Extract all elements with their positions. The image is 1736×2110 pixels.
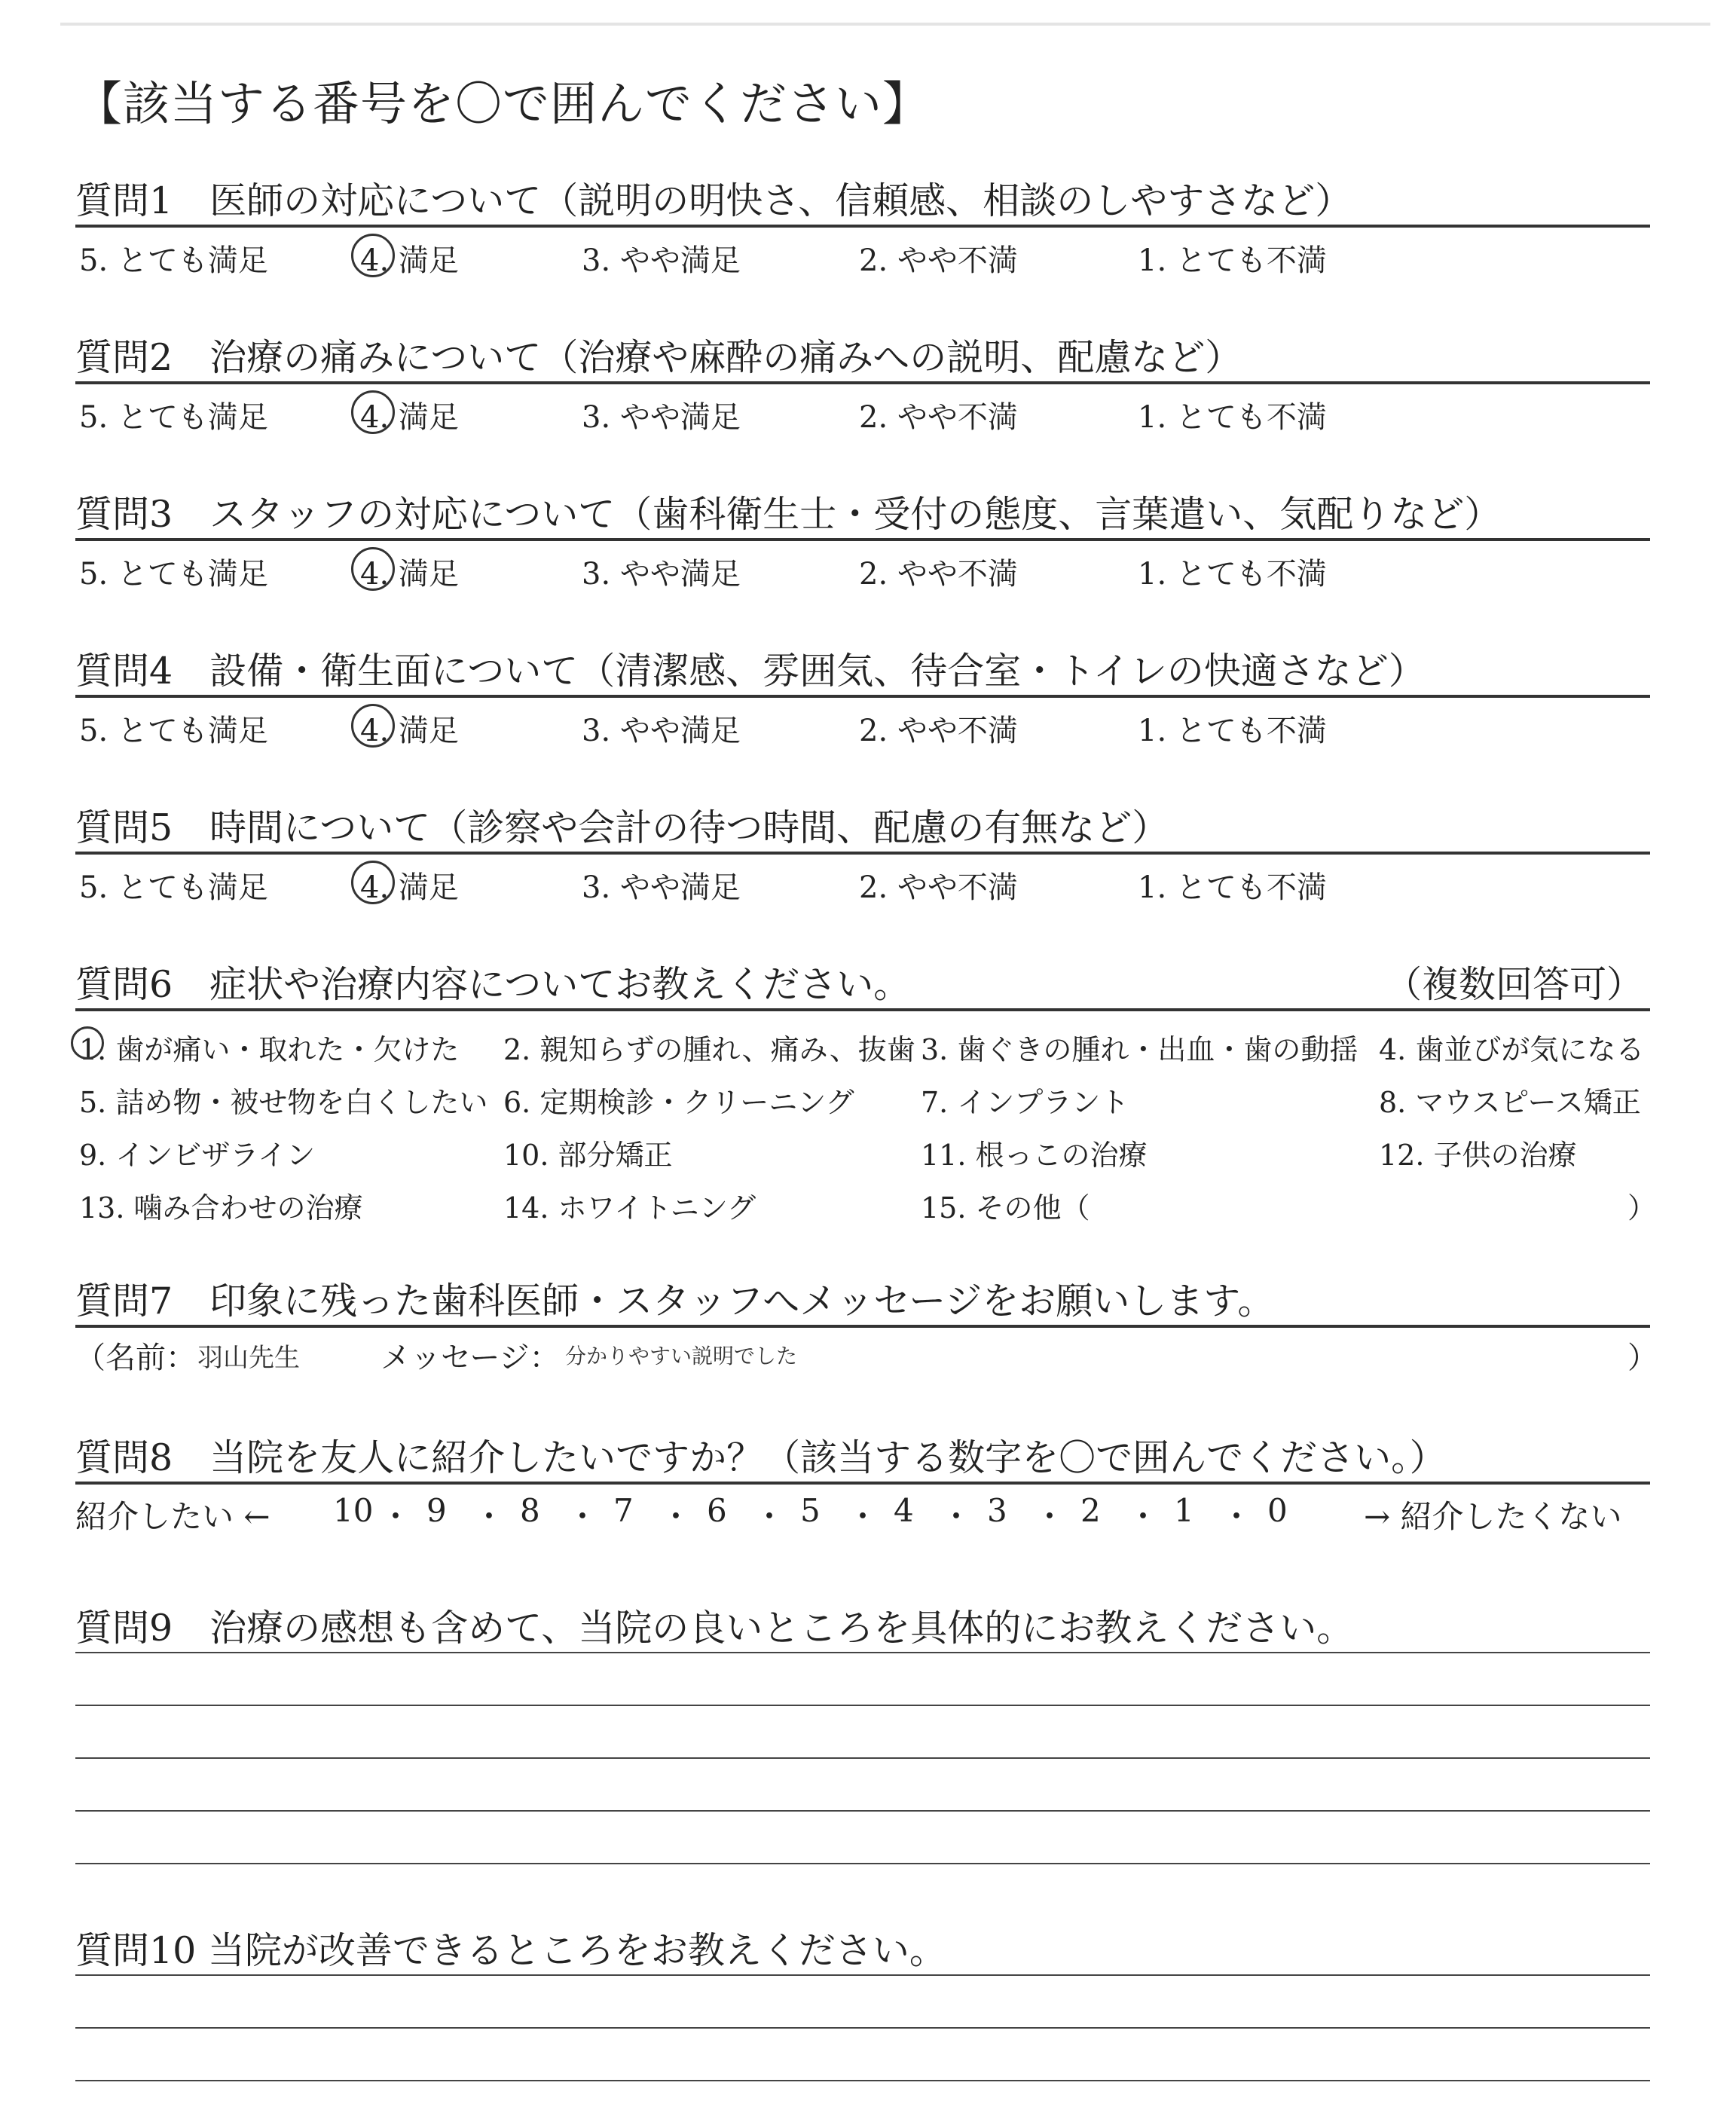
q3-option-1[interactable]: 1. とても不満: [1138, 557, 1327, 592]
q6-rule: [75, 1008, 1650, 1011]
q8-title: 質問8 当院を友人に紹介したいですか？（該当する数字を〇で囲んでください。）: [75, 1436, 1447, 1479]
q7-rule: [75, 1325, 1650, 1328]
q8-scale-6[interactable]: 6: [707, 1492, 727, 1529]
q5-title: 質問5 時間について（診察や会計の待つ時間、配慮の有無など）: [75, 806, 1169, 849]
q10-title: 質問10 当院が改善できるところをお教えください。: [75, 1929, 946, 1972]
q6-option-12[interactable]: 12. 子供の治療: [1379, 1139, 1577, 1172]
q3-selected-circle: [351, 547, 395, 591]
q2-option-3[interactable]: 3. やや満足: [582, 400, 741, 435]
q8-scale-separator: ・: [1034, 1498, 1066, 1535]
q6-note: （複数回答可）: [1385, 963, 1644, 1006]
q5-option-3[interactable]: 3. やや満足: [582, 870, 741, 905]
q4-option-1[interactable]: 1. とても不満: [1138, 714, 1327, 748]
q8-scale-10[interactable]: 10: [333, 1492, 374, 1529]
q1-option-2[interactable]: 2. やや不満: [859, 243, 1018, 278]
q8-scale-3[interactable]: 3: [987, 1492, 1007, 1529]
q8-scale-separator: ・: [940, 1498, 973, 1535]
q1-option-1[interactable]: 1. とても不満: [1138, 243, 1327, 278]
q2-selected-circle: [351, 390, 395, 434]
q4-title: 質問4 設備・衛生面について（清潔感、雰囲気、待合室・トイレの快適さなど）: [75, 650, 1426, 693]
q6-option-9[interactable]: 9. インビザライン: [79, 1139, 316, 1172]
scan-top-edge: [60, 23, 1710, 26]
q6-option-6[interactable]: 6. 定期検診・クリーニング: [503, 1086, 854, 1119]
q4-option-3[interactable]: 3. やや満足: [582, 714, 741, 748]
q8-scale-separator: ・: [847, 1498, 879, 1535]
q2-option-1[interactable]: 1. とても不満: [1138, 400, 1327, 435]
q8-scale-separator: ・: [380, 1498, 412, 1535]
q8-scale-1[interactable]: 1: [1174, 1492, 1194, 1529]
q8-scale-7[interactable]: 7: [613, 1492, 634, 1529]
q6-option-8[interactable]: 8. マウスピース矯正: [1379, 1086, 1641, 1119]
q3-option-3[interactable]: 3. やや満足: [582, 557, 741, 592]
q3-title: 質問3 スタッフの対応について（歯科衛生士・受付の態度、言葉遣い、気配りなど）: [75, 493, 1502, 536]
q6-option-5[interactable]: 5. 詰め物・被せ物を白くしたい: [79, 1086, 488, 1119]
q4-selected-circle: [351, 704, 395, 748]
q8-scale-5[interactable]: 5: [800, 1492, 821, 1529]
q9-line-1: [75, 1652, 1650, 1653]
q1-option-4[interactable]: 4. 満足: [360, 243, 459, 278]
q6-option-4[interactable]: 4. 歯並びが気になる: [1379, 1033, 1645, 1066]
q2-option-4[interactable]: 4. 満足: [360, 400, 459, 435]
q6-option-10[interactable]: 10. 部分矯正: [503, 1139, 673, 1172]
q8-scale-2[interactable]: 2: [1080, 1492, 1101, 1529]
q8-scale-separator: ・: [660, 1498, 692, 1535]
q2-option-5[interactable]: 5. とても満足: [79, 400, 268, 435]
q6-option-2[interactable]: 2. 親知らずの腫れ、痛み、抜歯: [503, 1033, 915, 1066]
q6-option-3[interactable]: 3. 歯ぐきの腫れ・出血・歯の動揺: [921, 1033, 1359, 1066]
q5-selected-circle: [351, 861, 395, 904]
q8-scale-separator: ・: [1221, 1498, 1253, 1535]
q8-rule: [75, 1482, 1650, 1485]
q7-message-handwritten[interactable]: 分かりやすい説明でした: [565, 1344, 798, 1368]
q3-option-5[interactable]: 5. とても満足: [79, 557, 268, 592]
q3-option-2[interactable]: 2. やや不満: [859, 557, 1018, 592]
page-title: 【該当する番号を〇で囲んでください】: [75, 76, 931, 131]
q6-selected-circle: [71, 1026, 104, 1060]
q10-line-2: [75, 2027, 1650, 2029]
q1-rule: [75, 225, 1650, 228]
q4-option-4[interactable]: 4. 満足: [360, 714, 459, 748]
q6-option-13[interactable]: 13. 噛み合わせの治療: [79, 1191, 363, 1225]
q7-name-handwritten[interactable]: 羽山先生: [197, 1343, 300, 1373]
q4-rule: [75, 695, 1650, 698]
q7-close-paren: ）: [1628, 1341, 1658, 1375]
q8-left-label: 紹介したい ←: [75, 1498, 270, 1535]
q9-line-2: [75, 1705, 1650, 1706]
q8-scale-8[interactable]: 8: [520, 1492, 540, 1529]
q8-right-label: → 紹介したくない: [1364, 1498, 1622, 1535]
q2-rule: [75, 381, 1650, 384]
q10-line-1: [75, 1974, 1650, 1976]
q8-scale-0[interactable]: 0: [1267, 1492, 1288, 1529]
q6-option-15[interactable]: 15. その他（: [921, 1191, 1090, 1225]
q8-scale-separator: ・: [1127, 1498, 1160, 1535]
q5-option-4[interactable]: 4. 満足: [360, 870, 459, 905]
q5-option-5[interactable]: 5. とても満足: [79, 870, 268, 905]
q8-scale-separator: ・: [567, 1498, 599, 1535]
q9-line-5: [75, 1863, 1650, 1864]
q10-line-3: [75, 2080, 1650, 2081]
q1-title: 質問1 医師の対応について（説明の明快さ、信頼感、相談のしやすさなど）: [75, 179, 1352, 222]
q7-message-label: メッセージ：: [381, 1341, 560, 1375]
q6-option-1[interactable]: 1. 歯が痛い・取れた・欠けた: [79, 1033, 460, 1066]
q8-scale-4[interactable]: 4: [894, 1492, 914, 1529]
q3-rule: [75, 538, 1650, 541]
q6-other-close-paren: ）: [1628, 1191, 1657, 1225]
q7-name-label: （名前：: [75, 1341, 196, 1375]
q8-scale-separator: ・: [473, 1498, 506, 1535]
q6-option-11[interactable]: 11. 根っこの治療: [921, 1139, 1148, 1172]
q5-option-2[interactable]: 2. やや不満: [859, 870, 1018, 905]
q9-line-3: [75, 1757, 1650, 1759]
q3-option-4[interactable]: 4. 満足: [360, 557, 459, 592]
q8-scale-9[interactable]: 9: [426, 1492, 447, 1529]
q2-option-2[interactable]: 2. やや不満: [859, 400, 1018, 435]
q5-option-1[interactable]: 1. とても不満: [1138, 870, 1327, 905]
q1-option-5[interactable]: 5. とても満足: [79, 243, 268, 278]
q1-option-3[interactable]: 3. やや満足: [582, 243, 741, 278]
q5-rule: [75, 852, 1650, 855]
q9-line-4: [75, 1810, 1650, 1812]
q4-option-5[interactable]: 5. とても満足: [79, 714, 268, 748]
q6-title: 質問6 症状や治療内容についてお教えください。: [75, 963, 911, 1006]
q9-title: 質問9 治療の感想も含めて、当院の良いところを具体的にお教えください。: [75, 1607, 1354, 1650]
q8-scale-separator: ・: [753, 1498, 786, 1535]
q2-title: 質問2 治療の痛みについて（治療や麻酔の痛みへの説明、配慮など）: [75, 336, 1242, 379]
q1-selected-circle: [351, 234, 395, 277]
q6-option-14[interactable]: 14. ホワイトニング: [503, 1191, 756, 1225]
q4-option-2[interactable]: 2. やや不満: [859, 714, 1018, 748]
q6-option-7[interactable]: 7. インプラント: [921, 1086, 1129, 1119]
q7-title: 質問7 印象に残った歯科医師・スタッフへメッセージをお願いします。: [75, 1280, 1275, 1323]
